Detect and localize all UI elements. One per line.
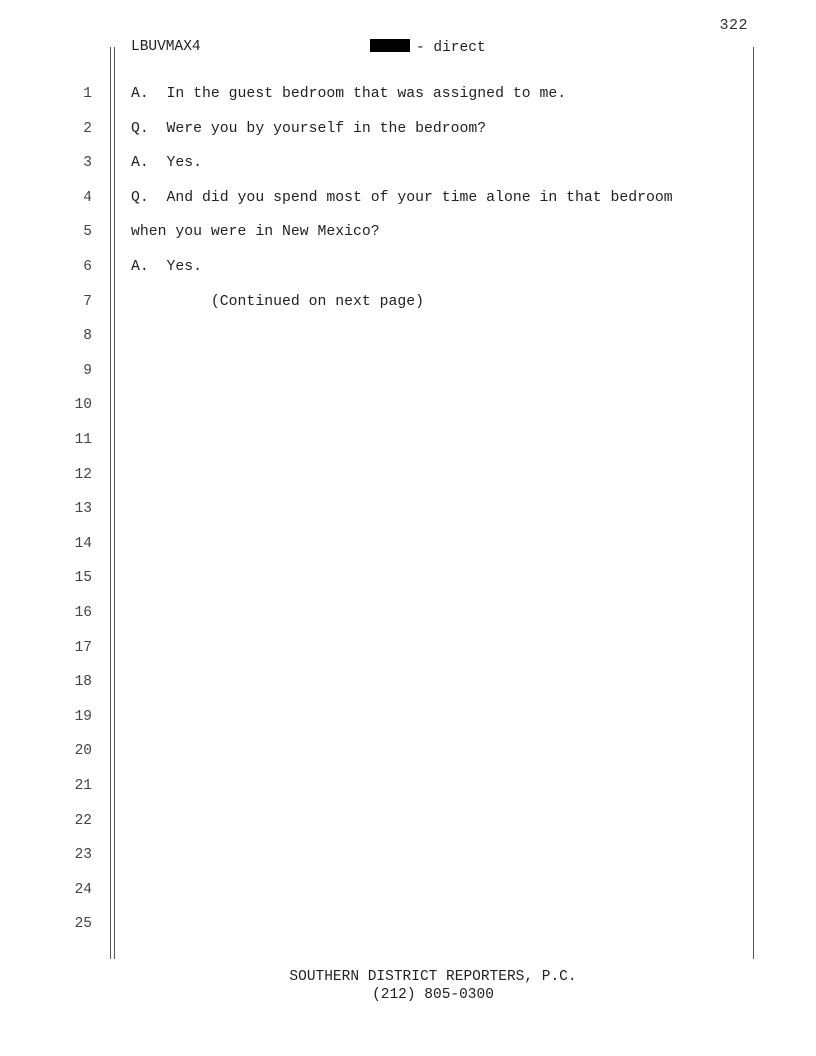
line-number: 24 [74, 881, 92, 898]
transcript-line: A. Yes. [131, 155, 203, 172]
line-number: 19 [74, 708, 92, 725]
reporter-company: SOUTHERN DISTRICT REPORTERS, P.C. [289, 969, 577, 985]
redaction-bar [370, 39, 410, 52]
line-number: 25 [74, 916, 92, 933]
continuation-note: (Continued on next page) [131, 293, 425, 310]
line-number: 8 [83, 328, 92, 345]
line-number: 7 [83, 293, 92, 310]
witness-label [370, 39, 486, 56]
reporter-phone: (212) 805-0300 [372, 987, 494, 1003]
line-number: 3 [83, 155, 92, 172]
page-number: 322 [719, 17, 748, 34]
line-number: 9 [83, 362, 92, 379]
line-number: 12 [74, 466, 92, 483]
line-number: 11 [74, 432, 92, 448]
line-number: 5 [83, 224, 92, 241]
transcript-header [131, 39, 691, 59]
line-number: 6 [83, 259, 92, 275]
line-number: 23 [74, 847, 92, 864]
right-margin-rule [753, 47, 754, 959]
transcript-line: A. In the guest bedroom that was assigned to me. [131, 86, 567, 102]
line-number: 21 [74, 778, 92, 794]
transcript-line: when you were in New Mexico? [131, 224, 380, 241]
page-footer [0, 968, 816, 1004]
line-number: 13 [74, 501, 92, 518]
line-number: 17 [74, 639, 92, 656]
left-margin-rule [110, 47, 111, 959]
line-number: 22 [74, 812, 92, 829]
case-id: LBUVMAX4 [131, 39, 201, 55]
witness-suffix: - direct [416, 40, 486, 56]
line-number: 10 [74, 397, 92, 414]
line-number: 4 [83, 189, 92, 206]
line-number: 15 [74, 570, 92, 587]
line-number: 14 [74, 535, 92, 552]
line-number: 16 [74, 605, 92, 621]
line-number: 18 [74, 674, 92, 691]
transcript-line: A. Yes. [131, 259, 203, 275]
left-margin-rule-inner [114, 47, 115, 959]
line-number: 20 [74, 743, 92, 760]
line-number: 2 [83, 120, 92, 137]
transcript-line: Q. And did you spend most of your time alone in that bedroom [131, 189, 673, 206]
transcript-line: Q. Were you by yourself in the bedroom? [131, 120, 487, 137]
line-number: 1 [83, 86, 92, 102]
